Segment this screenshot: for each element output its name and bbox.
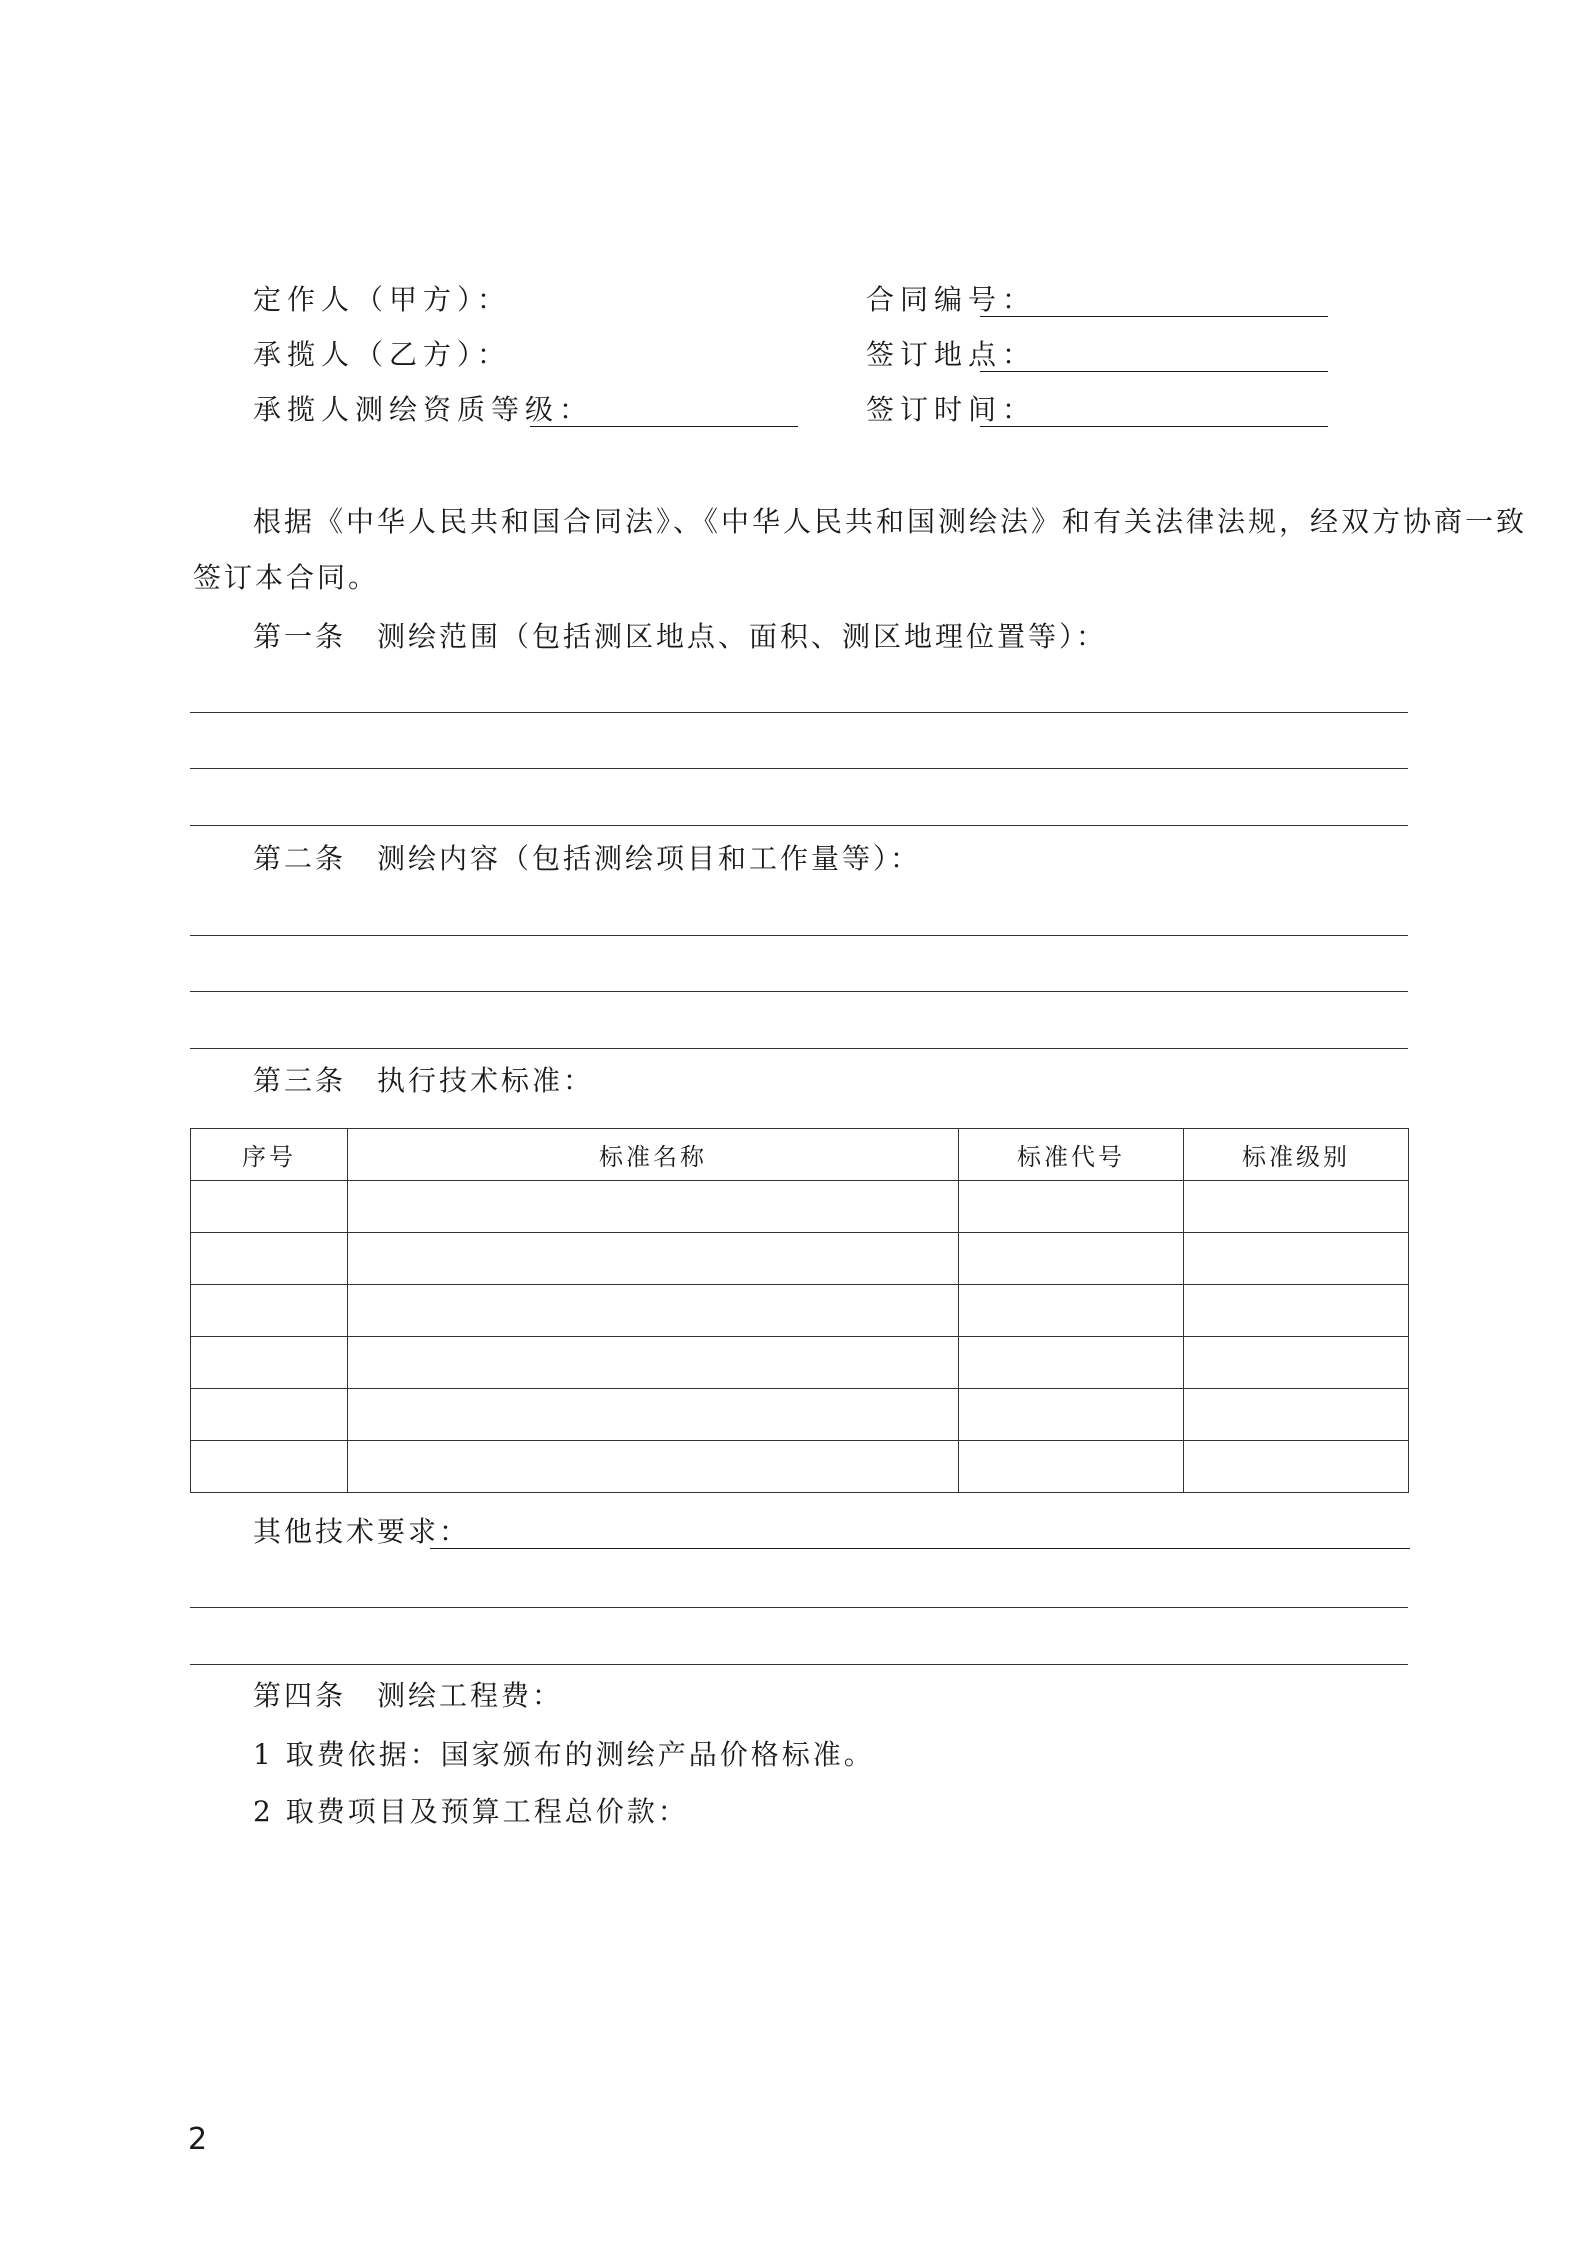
table-row (191, 1181, 1409, 1233)
table-cell[interactable] (348, 1441, 959, 1493)
sign-time-field[interactable] (980, 426, 1328, 427)
table-cell[interactable] (191, 1181, 348, 1233)
article-3-title: 第三条 执行技术标准： (253, 1064, 595, 1097)
table-cell[interactable] (191, 1389, 348, 1441)
article-2-line-2[interactable] (190, 991, 1408, 992)
table-cell[interactable] (1184, 1337, 1409, 1389)
sign-place-field[interactable] (980, 371, 1328, 372)
table-row (191, 1233, 1409, 1285)
contract-no-field[interactable] (980, 316, 1328, 317)
table-row (191, 1389, 1409, 1441)
table-cell[interactable] (191, 1233, 348, 1285)
other-requirements-label: 其他技术要求： (253, 1515, 471, 1548)
article-1-line-2[interactable] (190, 768, 1408, 769)
table-row (191, 1285, 1409, 1337)
article-2-line-3[interactable] (190, 1048, 1408, 1049)
contract-no-label: 合同编号： (866, 283, 1037, 316)
table-cell[interactable] (348, 1337, 959, 1389)
table-cell[interactable] (959, 1233, 1184, 1285)
other-requirements-line-2[interactable] (190, 1607, 1408, 1608)
party-b-label: 承揽人（乙方）： (253, 338, 512, 371)
qualification-field[interactable] (530, 426, 798, 427)
table-cell[interactable] (959, 1285, 1184, 1337)
article-1-line-1[interactable] (190, 712, 1408, 713)
table-cell[interactable] (1184, 1389, 1409, 1441)
table-cell[interactable] (348, 1233, 959, 1285)
col-header-standard-code: 标准代号 (959, 1129, 1184, 1181)
col-header-standard-name: 标准名称 (348, 1129, 959, 1181)
table-header-row (191, 1129, 1409, 1181)
table-cell[interactable] (959, 1337, 1184, 1389)
table-cell[interactable] (348, 1389, 959, 1441)
table-cell[interactable] (959, 1181, 1184, 1233)
table-cell[interactable] (348, 1285, 959, 1337)
table-cell[interactable] (348, 1181, 959, 1233)
intro-line-2: 签订本合同。 (193, 561, 380, 594)
table-row (191, 1337, 1409, 1389)
table-cell[interactable] (191, 1337, 348, 1389)
table-cell[interactable] (959, 1441, 1184, 1493)
standards-table (190, 1128, 1409, 1493)
article-4-title: 第四条 测绘工程费： (253, 1679, 564, 1712)
party-a-label: 定作人（甲方）： (253, 283, 512, 316)
table-cell[interactable] (1184, 1441, 1409, 1493)
table-cell[interactable] (1184, 1233, 1409, 1285)
table-cell[interactable] (191, 1441, 348, 1493)
table-cell[interactable] (191, 1285, 348, 1337)
sign-place-label: 签订地点： (866, 338, 1037, 371)
other-requirements-field[interactable] (430, 1548, 1410, 1549)
article-2-line-1[interactable] (190, 935, 1408, 936)
article-2-title: 第二条 测绘内容（包括测绘项目和工作量等）： (253, 842, 922, 875)
intro-line-1: 根据《中华人民共和国合同法》、《中华人民共和国测绘法》和有关法律法规，经双方协商一致 (253, 505, 1528, 538)
qualification-label: 承揽人测绘资质等级： (253, 393, 594, 426)
table-cell[interactable] (1184, 1181, 1409, 1233)
page-number: 2 (188, 2122, 208, 2157)
article-1-title: 第一条 测绘范围（包括测区地点、面积、测区地理位置等）： (253, 620, 1108, 653)
col-header-serial: 序号 (191, 1129, 348, 1181)
article-4-item-2: 2 取费项目及预算工程总价款： (253, 1795, 689, 1828)
sign-time-label: 签订时间： (866, 393, 1037, 426)
table-cell[interactable] (959, 1389, 1184, 1441)
col-header-standard-level: 标准级别 (1184, 1129, 1409, 1181)
article-1-line-3[interactable] (190, 825, 1408, 826)
table-cell[interactable] (1184, 1285, 1409, 1337)
article-4-item-1: 1 取费依据：国家颁布的测绘产品价格标准。 (253, 1738, 875, 1771)
other-requirements-line-3[interactable] (190, 1664, 1408, 1665)
table-row (191, 1441, 1409, 1493)
